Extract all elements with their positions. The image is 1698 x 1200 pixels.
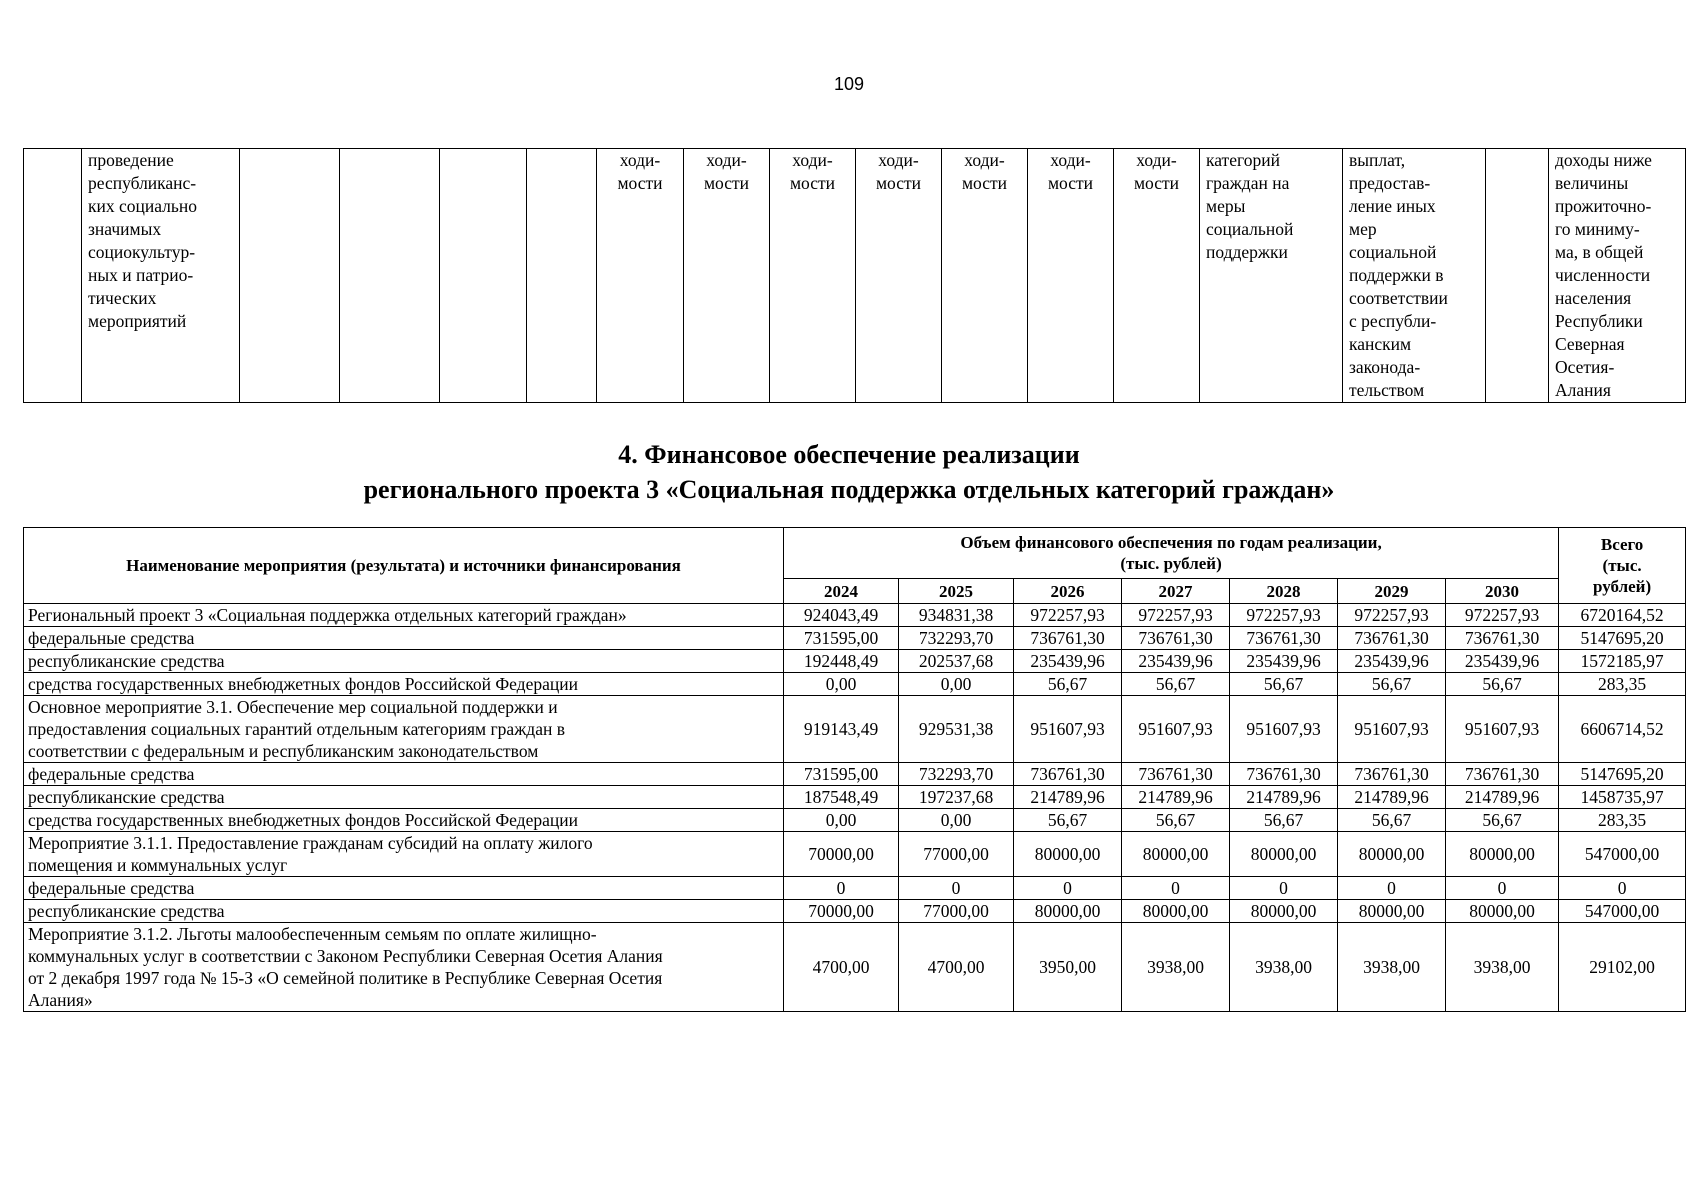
year-value-cell: 972257,93 bbox=[1122, 604, 1230, 627]
header-year: 2026 bbox=[1014, 579, 1122, 604]
row-name: Основное мероприятие 3.1. Обеспечение мер социальной поддержки и предоставления социальных гарантий отдельным категориям граждан в соответствии с федеральным и республиканским законодательством bbox=[24, 696, 784, 763]
total-value-cell: 1572185,97 bbox=[1559, 650, 1686, 673]
year-value-cell: 192448,49 bbox=[784, 650, 899, 673]
total-value-cell: 6606714,52 bbox=[1559, 696, 1686, 763]
year-value-cell: 736761,30 bbox=[1014, 627, 1122, 650]
year-value-cell: 0 bbox=[1014, 877, 1122, 900]
cont-cell-event-name: проведение республиканс- ких социально значимых социокультур- ных и патрио- тических мероприятий bbox=[82, 149, 240, 403]
year-value-cell: 3938,00 bbox=[1446, 923, 1559, 1012]
year-value-cell: 80000,00 bbox=[1230, 832, 1338, 877]
row-name: республиканские средства bbox=[24, 786, 784, 809]
cont-cell-hodimosti: ходи- мости bbox=[684, 149, 770, 403]
total-value-cell: 6720164,52 bbox=[1559, 604, 1686, 627]
year-value-cell: 235439,96 bbox=[1446, 650, 1559, 673]
year-value-cell: 197237,68 bbox=[899, 786, 1014, 809]
year-value-cell: 736761,30 bbox=[1014, 763, 1122, 786]
year-value-cell: 235439,96 bbox=[1014, 650, 1122, 673]
cont-cell-hodimosti: ходи- мости bbox=[1028, 149, 1114, 403]
year-value-cell: 0,00 bbox=[899, 809, 1014, 832]
cont-cell-hodimosti: ходи- мости bbox=[597, 149, 684, 403]
total-value-cell: 29102,00 bbox=[1559, 923, 1686, 1012]
total-value-cell: 0 bbox=[1559, 877, 1686, 900]
finance-table bbox=[23, 527, 1686, 1012]
header-year: 2025 bbox=[899, 579, 1014, 604]
year-value-cell: 4700,00 bbox=[899, 923, 1014, 1012]
year-value-cell: 70000,00 bbox=[784, 832, 899, 877]
page-number: 109 bbox=[833, 74, 865, 94]
cont-cell-empty bbox=[527, 149, 597, 403]
row-name: республиканские средства bbox=[24, 650, 784, 673]
cont-cell-categories: категорий граждан на меры социальной поддержки bbox=[1200, 149, 1343, 403]
table-row bbox=[24, 627, 1686, 650]
year-value-cell: 56,67 bbox=[1230, 673, 1338, 696]
cont-cell-hodimosti: ходи- мости bbox=[856, 149, 942, 403]
year-value-cell: 0 bbox=[899, 877, 1014, 900]
year-value-cell: 187548,49 bbox=[784, 786, 899, 809]
total-value-cell: 283,35 bbox=[1559, 809, 1686, 832]
cont-cell-empty bbox=[340, 149, 440, 403]
year-value-cell: 951607,93 bbox=[1446, 696, 1559, 763]
year-value-cell: 56,67 bbox=[1122, 673, 1230, 696]
header-year: 2027 bbox=[1122, 579, 1230, 604]
year-value-cell: 736761,30 bbox=[1230, 627, 1338, 650]
year-value-cell: 80000,00 bbox=[1230, 900, 1338, 923]
cont-cell-empty bbox=[440, 149, 527, 403]
header-year: 2029 bbox=[1338, 579, 1446, 604]
year-value-cell: 80000,00 bbox=[1446, 832, 1559, 877]
year-value-cell: 0,00 bbox=[784, 673, 899, 696]
year-value-cell: 56,67 bbox=[1446, 673, 1559, 696]
year-value-cell: 77000,00 bbox=[899, 832, 1014, 877]
table-row bbox=[24, 900, 1686, 923]
cont-cell-hodimosti: ходи- мости bbox=[1114, 149, 1200, 403]
year-value-cell: 736761,30 bbox=[1338, 763, 1446, 786]
year-value-cell: 0 bbox=[784, 877, 899, 900]
table-row bbox=[24, 604, 1686, 627]
total-value-cell: 5147695,20 bbox=[1559, 763, 1686, 786]
year-value-cell: 924043,49 bbox=[784, 604, 899, 627]
year-value-cell: 214789,96 bbox=[1446, 786, 1559, 809]
year-value-cell: 732293,70 bbox=[899, 627, 1014, 650]
year-value-cell: 202537,68 bbox=[899, 650, 1014, 673]
year-value-cell: 56,67 bbox=[1014, 809, 1122, 832]
cont-cell-empty bbox=[240, 149, 340, 403]
row-name: средства государственных внебюджетных фондов Российской Федерации bbox=[24, 809, 784, 832]
section-title-line-1: 4. Финансовое обеспечение реализации bbox=[618, 440, 1080, 469]
table-row bbox=[24, 673, 1686, 696]
year-value-cell: 80000,00 bbox=[1446, 900, 1559, 923]
year-value-cell: 56,67 bbox=[1014, 673, 1122, 696]
total-value-cell: 1458735,97 bbox=[1559, 786, 1686, 809]
year-value-cell: 731595,00 bbox=[784, 763, 899, 786]
year-value-cell: 80000,00 bbox=[1122, 832, 1230, 877]
total-value-cell: 547000,00 bbox=[1559, 900, 1686, 923]
cont-cell-income: доходы ниже величины прожиточно- го миниму- ма, в общей численности населения Республики Северная Осетия- Алания bbox=[1549, 149, 1686, 403]
table-row bbox=[24, 877, 1686, 900]
year-value-cell: 235439,96 bbox=[1230, 650, 1338, 673]
year-value-cell: 736761,30 bbox=[1122, 763, 1230, 786]
cont-cell-hodimosti: ходи- мости bbox=[942, 149, 1028, 403]
table-row bbox=[24, 832, 1686, 877]
year-value-cell: 214789,96 bbox=[1014, 786, 1122, 809]
total-value-cell: 547000,00 bbox=[1559, 832, 1686, 877]
year-value-cell: 0 bbox=[1122, 877, 1230, 900]
year-value-cell: 56,67 bbox=[1122, 809, 1230, 832]
year-value-cell: 0,00 bbox=[784, 809, 899, 832]
row-name: федеральные средства bbox=[24, 877, 784, 900]
year-value-cell: 214789,96 bbox=[1122, 786, 1230, 809]
year-value-cell: 732293,70 bbox=[899, 763, 1014, 786]
year-value-cell: 70000,00 bbox=[784, 900, 899, 923]
continuation-row bbox=[24, 149, 1686, 403]
header-year: 2028 bbox=[1230, 579, 1338, 604]
section-title-line-2: регионального проекта 3 «Социальная поддержка отдельных категорий граждан» bbox=[363, 475, 1335, 504]
row-name: федеральные средства bbox=[24, 763, 784, 786]
year-value-cell: 3938,00 bbox=[1122, 923, 1230, 1012]
year-value-cell: 4700,00 bbox=[784, 923, 899, 1012]
finance-table-body bbox=[24, 604, 1686, 1012]
table-row bbox=[24, 650, 1686, 673]
year-value-cell: 3950,00 bbox=[1014, 923, 1122, 1012]
year-value-cell: 736761,30 bbox=[1446, 627, 1559, 650]
row-name: Мероприятие 3.1.2. Льготы малообеспеченным семьям по оплате жилищно- коммунальных услуг в соответствии с Законом Республики Северная Осетия Алания от 2 декабря 1997 года № 15-З «О семейной политике в Республике Северная Осетия Алания» bbox=[24, 923, 784, 1012]
year-value-cell: 972257,93 bbox=[1014, 604, 1122, 627]
year-value-cell: 80000,00 bbox=[1014, 900, 1122, 923]
year-value-cell: 919143,49 bbox=[784, 696, 899, 763]
section-title bbox=[0, 437, 1698, 507]
finance-header-row bbox=[24, 528, 1686, 579]
year-value-cell: 235439,96 bbox=[1338, 650, 1446, 673]
year-value-cell: 80000,00 bbox=[1122, 900, 1230, 923]
year-value-cell: 934831,38 bbox=[899, 604, 1014, 627]
year-value-cell: 56,67 bbox=[1230, 809, 1338, 832]
year-value-cell: 0,00 bbox=[899, 673, 1014, 696]
year-value-cell: 951607,93 bbox=[1230, 696, 1338, 763]
table-row bbox=[24, 809, 1686, 832]
header-year: 2030 bbox=[1446, 579, 1559, 604]
year-value-cell: 0 bbox=[1230, 877, 1338, 900]
total-value-cell: 5147695,20 bbox=[1559, 627, 1686, 650]
year-value-cell: 731595,00 bbox=[784, 627, 899, 650]
header-volume: Объем финансового обеспечения по годам реализации, (тыс. рублей) bbox=[784, 528, 1559, 579]
year-value-cell: 736761,30 bbox=[1230, 763, 1338, 786]
continuation-table bbox=[23, 148, 1686, 403]
year-value-cell: 214789,96 bbox=[1230, 786, 1338, 809]
year-value-cell: 736761,30 bbox=[1446, 763, 1559, 786]
year-value-cell: 951607,93 bbox=[1122, 696, 1230, 763]
cont-cell-payments: выплат, предостав- ление иных мер социальной поддержки в соответствии с республи- канским законода- тельством bbox=[1343, 149, 1486, 403]
header-year: 2024 bbox=[784, 579, 899, 604]
header-total: Всего (тыс. рублей) bbox=[1559, 528, 1686, 604]
year-value-cell: 80000,00 bbox=[1338, 900, 1446, 923]
year-value-cell: 214789,96 bbox=[1338, 786, 1446, 809]
year-value-cell: 80000,00 bbox=[1014, 832, 1122, 877]
year-value-cell: 951607,93 bbox=[1014, 696, 1122, 763]
year-value-cell: 3938,00 bbox=[1230, 923, 1338, 1012]
row-name: республиканские средства bbox=[24, 900, 784, 923]
table-row bbox=[24, 923, 1686, 1012]
total-value-cell: 283,35 bbox=[1559, 673, 1686, 696]
table-row bbox=[24, 786, 1686, 809]
table-row bbox=[24, 696, 1686, 763]
year-value-cell: 0 bbox=[1446, 877, 1559, 900]
year-value-cell: 235439,96 bbox=[1122, 650, 1230, 673]
year-value-cell: 56,67 bbox=[1446, 809, 1559, 832]
year-value-cell: 929531,38 bbox=[899, 696, 1014, 763]
cont-cell-empty bbox=[24, 149, 82, 403]
year-value-cell: 736761,30 bbox=[1338, 627, 1446, 650]
year-value-cell: 77000,00 bbox=[899, 900, 1014, 923]
year-value-cell: 0 bbox=[1338, 877, 1446, 900]
year-value-cell: 972257,93 bbox=[1338, 604, 1446, 627]
year-value-cell: 80000,00 bbox=[1338, 832, 1446, 877]
year-value-cell: 951607,93 bbox=[1338, 696, 1446, 763]
row-name: федеральные средства bbox=[24, 627, 784, 650]
table-row bbox=[24, 763, 1686, 786]
header-name: Наименование мероприятия (результата) и источники финансирования bbox=[24, 528, 784, 604]
year-value-cell: 972257,93 bbox=[1230, 604, 1338, 627]
year-value-cell: 56,67 bbox=[1338, 809, 1446, 832]
year-value-cell: 56,67 bbox=[1338, 673, 1446, 696]
row-name: Мероприятие 3.1.1. Предоставление гражданам субсидий на оплату жилого помещения и коммунальных услуг bbox=[24, 832, 784, 877]
row-name: средства государственных внебюджетных фондов Российской Федерации bbox=[24, 673, 784, 696]
row-name: Региональный проект 3 «Социальная поддержка отдельных категорий граждан» bbox=[24, 604, 784, 627]
year-value-cell: 3938,00 bbox=[1338, 923, 1446, 1012]
year-value-cell: 736761,30 bbox=[1122, 627, 1230, 650]
year-value-cell: 972257,93 bbox=[1446, 604, 1559, 627]
cont-cell-hodimosti: ходи- мости bbox=[770, 149, 856, 403]
cont-cell-empty bbox=[1486, 149, 1549, 403]
